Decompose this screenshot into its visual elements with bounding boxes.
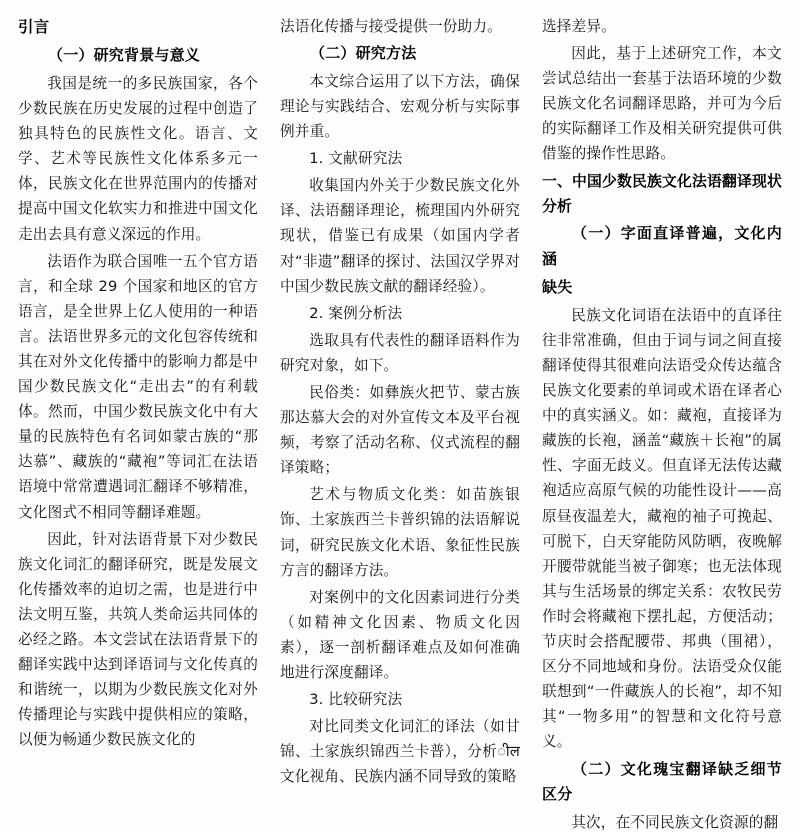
text-column-2 — [280, 14, 520, 823]
paragraph: 选取具有代表性的翻译语料作为研究对象，如下。 — [280, 331, 520, 374]
numbered-heading-case-method: 2. 案例分析法 — [309, 304, 403, 322]
paragraph: 艺术与物质文化类：如苗族银饰、土家族西兰卡普织锦的法语解说词，研究民族文化术语、象征性民族方言的翻译方法。 — [280, 486, 520, 579]
paragraph: 收集国内外关于少数民族文化外译、法语翻译理论，梳理国内外研究现状，借鉴已有成果（如国内学者对“非遗”翻译的探讨、法国汉学界对中国少数民族文献的翻译经验）。 — [280, 177, 520, 295]
chapter-heading-current-status: 一、中国少数民族文化法语翻译现状分析 — [542, 172, 782, 215]
paragraph: 对比同类文化词汇的译法（如甘锦、土家族织锦西兰卡普），分析ील文化视角、民族内涵不同导致的策略 — [280, 718, 520, 786]
paragraph: 本文综合运用了以下方法，确保理论与实践结合、宏观分析与实际事例并重。 — [280, 72, 520, 141]
paragraph: 我国是统一的多民族国家，各个少数民族在历史发展的过程中创造了独具特色的民族性文化。语言、文学、艺术等民族性文化体系多元一体，民族文化在世界范围内的传播对提高中国文化软实力和推进中国文化走出去具有意义深远的作用。 — [18, 74, 258, 243]
paragraph: 其次，在不同民族文化资源的翻 — [571, 814, 779, 832]
subsection-heading-continuation: 缺失 — [542, 278, 573, 297]
paragraph: 对案例中的文化因素词进行分类（如精神文化因素、物质文化因素），逐一剖析翻译难点及如何准确地进行深度翻译。 — [280, 588, 520, 682]
subsection-heading-literal-translation: （一）字面直译普遍，文化内涵 — [542, 224, 782, 269]
subsection-heading-background: （一）研究背景与意义 — [48, 46, 201, 65]
paragraph-continuation: 选择差异。 — [542, 18, 616, 35]
subsection-heading-cultural-treasures: （二）文化瑰宝翻译缺乏细节区分 — [542, 759, 782, 804]
paragraph: 法语作为联合国唯一五个官方语言，和全球 29 个国家和地区的官方语言，是全世界上亿人使用的一种语言。法语世界多元的文化包容传统和其在对外文化传播中的影响力都是中国少数民族文化“走出去”的有利载体。然而，中国少数民族文化中有大量的民族特色有名词如蒙古族的“那达慕”、藏族的“藏袍”等词汇在法语语境中常常遭遇词汇翻译不够精准，文化图式不相同等翻译难题。 — [18, 252, 258, 521]
paragraph: 民俗类：如彝族火把节、蒙古族那达慕大会的对外宣传文本及平台视频，考察了活动名称、仪式流程的翻译策略； — [280, 384, 520, 477]
subsection-heading-methods: （二）研究方法 — [310, 44, 417, 63]
numbered-heading-literature-method: 1. 文献研究法 — [309, 150, 403, 168]
paragraph: 因此，针对法语背景下对少数民族文化词汇的翻译研究，既是发展文化传播效率的迫切之需，也是进行中法文明互鉴，共筑人类命运共同体的必经之路。本文尝试在法语背景下的翻译实践中达到译语词与文化传真的和谐统一，以期为少数民族文化对外传播理论与实践中提供相应的策略，以便为畅通少数民族文化的 — [18, 530, 258, 749]
text-column-3 — [542, 14, 782, 832]
numbered-heading-comparison-method: 3. 比较研究法 — [309, 691, 403, 709]
paragraph: 因此，基于上述研究工作，本文尝试总结出一套基于法语环境的少数民族文化名词翻译思路，并可为今后的实际翻译工作及相关研究提供可供借鉴的操作性思路。 — [542, 45, 782, 163]
paragraph-continuation: 法语化传播与接受提供一份助力。 — [280, 18, 502, 35]
section-heading-introduction: 引言 — [18, 18, 50, 36]
paragraph: 民族文化词语在法语中的直译往往非常准确，但由于词与词之间直接翻译使得其很难向法语受众传达蕴含民族文化要素的单词或术语在译者心中的真实涵义。如：藏袍，直接译为藏族的长袍，涵盖“藏族＋长袍”的属性、字面无歧义。但直译无法传达藏袍适应高原气候的功能性设计——高原昼夜温差大，藏袍的袖子可挽起、可脱下，白天穿能防风防晒，夜晚解开腰带就能当被子御寒；也无法体现其与生活场景的绑定关系：农牧民劳作时会将藏袍下摆扎起，方便活动；节庆时会搭配腰带、邦典（围裙），区分不同地域和身份。法语受众仅能联想到“一件藏族人的长袍”，却不知其“一物多用”的智慧和文化符号意义。 — [542, 306, 782, 751]
text-column-1 — [18, 14, 258, 823]
